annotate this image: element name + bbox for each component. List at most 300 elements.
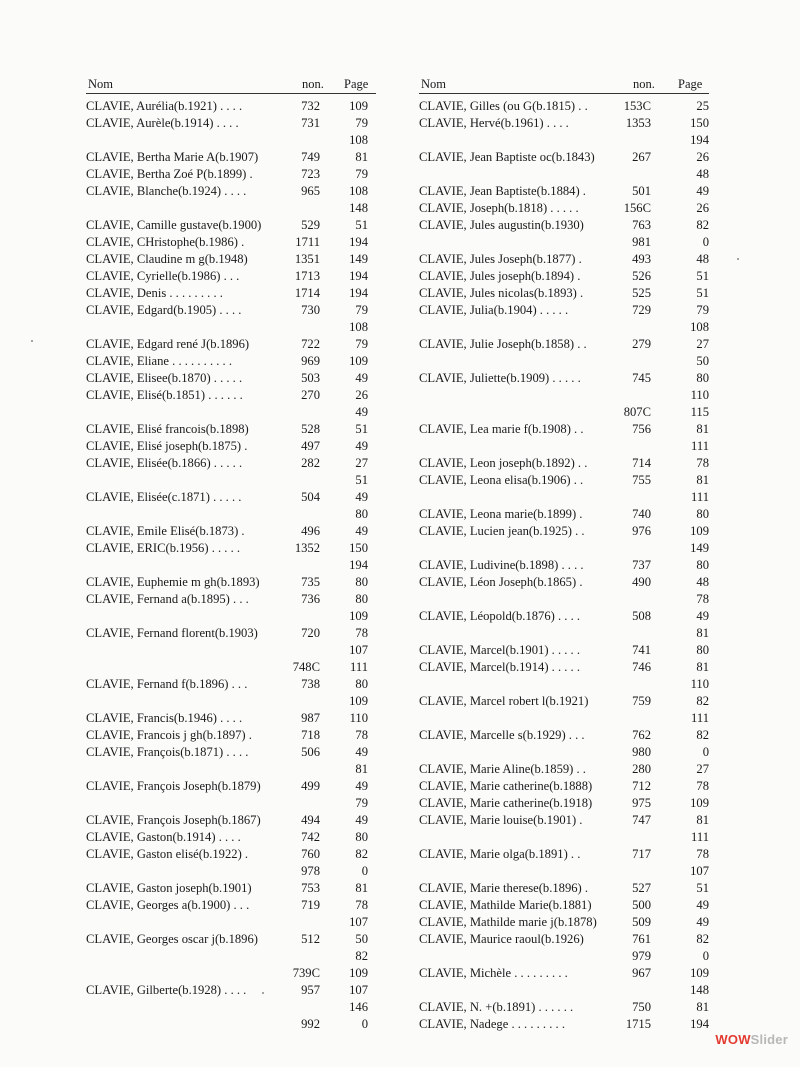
entry-page: 107 [349,643,368,657]
entry-name: CLAVIE, Marcel(b.1914) . . . . . [419,660,581,674]
index-entry [86,200,376,217]
index-entry [86,217,376,234]
index-entry [419,1016,709,1033]
entry-page: 27 [696,337,709,351]
entry-page: 107 [349,983,368,997]
entry-number: 981 [632,235,651,249]
index-entry [86,727,376,744]
entry-page: 80 [696,558,709,572]
entry-number: 497 [301,439,320,453]
entry-name: CLAVIE, Leon joseph(b.1892) . . [419,456,588,470]
entry-name: CLAVIE, Marie olga(b.1891) . . [419,847,581,861]
index-entry [419,574,709,591]
entry-name: CLAVIE, Michèle . . . . . . . . . [419,966,568,980]
entry-number: 527 [632,881,651,895]
entry-page: 49 [696,609,709,623]
entry-name: CLAVIE, Marcel robert l(b.1921) [419,694,589,708]
entry-page: 79 [355,796,368,810]
entry-page: 78 [696,592,709,606]
index-entry [86,472,376,489]
entry-page: 82 [696,694,709,708]
entry-page: 108 [690,320,709,334]
entry-number: 749 [301,150,320,164]
entry-page: 108 [349,184,368,198]
entry-page: 49 [355,439,368,453]
index-entry [419,931,709,948]
index-entry [86,710,376,727]
index-entry [86,659,376,676]
header-nom: Nom [421,77,446,91]
entry-page: 51 [355,473,368,487]
entry-page: 79 [355,337,368,351]
entry-page: 81 [355,150,368,164]
entry-name: CLAVIE, Fernand a(b.1895) . . . [86,592,249,606]
entry-name: CLAVIE, Camille gustave(b.1900) [86,218,262,232]
entry-name: CLAVIE, Jean Baptiste(b.1884) . [419,184,586,198]
entry-number: 719 [301,898,320,912]
entry-number: 528 [301,422,320,436]
index-entry [419,744,709,761]
entry-number: 282 [301,456,320,470]
index-entry [86,557,376,574]
entry-number: 741 [632,643,651,657]
index-entry [86,965,376,982]
entry-name: CLAVIE, Marie louise(b.1901) . [419,813,583,827]
entry-number: 745 [632,371,651,385]
index-entry [419,829,709,846]
entry-page: 111 [691,490,709,504]
entry-name: CLAVIE, Ludivine(b.1898) . . . . [419,558,584,572]
index-entry [86,812,376,829]
entry-page: 50 [696,354,709,368]
index-entry [86,863,376,880]
entry-name: CLAVIE, Edgard rené J(b.1896) [86,337,250,351]
entry-page: 48 [696,575,709,589]
entry-number: 1715 [625,1017,651,1031]
index-entry [419,319,709,336]
index-entry [419,812,709,829]
index-column-left [86,77,376,1033]
entry-number: 975 [632,796,651,810]
entry-name: CLAVIE, Gaston joseph(b.1901) [86,881,252,895]
index-entry [86,183,376,200]
entry-page: 81 [355,762,368,776]
entry-page: 51 [696,881,709,895]
index-entry [86,523,376,540]
entry-name: CLAVIE, ERIC(b.1956) . . . . . [86,541,241,555]
entry-name: CLAVIE, Lea marie f(b.1908) . . [419,422,584,436]
entry-number: 740 [632,507,651,521]
index-entry [419,693,709,710]
index-entry [86,625,376,642]
header-non: non. [302,77,324,91]
entry-page: 49 [355,405,368,419]
entry-name: CLAVIE, Nadege . . . . . . . . . [419,1017,565,1031]
index-entry [86,455,376,472]
entry-number: 735 [301,575,320,589]
entry-number: 512 [301,932,320,946]
entry-number: 490 [632,575,651,589]
index-entry [419,404,709,421]
entry-number: 976 [632,524,651,538]
entry-page: 80 [355,592,368,606]
entry-name: CLAVIE, Gaston elisé(b.1922) . [86,847,249,861]
index-entry [86,404,376,421]
entry-page: 149 [690,541,709,555]
entry-page: 110 [690,677,709,691]
entry-name: CLAVIE, Jules Joseph(b.1877) . [419,252,582,266]
entry-page: 109 [690,524,709,538]
entry-name: CLAVIE, Julia(b.1904) . . . . . [419,303,569,317]
index-entry [86,115,376,132]
entry-page: 194 [690,1017,709,1031]
index-entry [419,642,709,659]
entry-page: 49 [696,184,709,198]
entry-name: CLAVIE, Joseph(b.1818) . . . . . [419,201,579,215]
entry-number: 1714 [294,286,320,300]
index-entry [419,183,709,200]
entry-name: CLAVIE, Blanche(b.1924) . . . . [86,184,247,198]
index-entry [86,285,376,302]
entry-page: 51 [355,422,368,436]
header-nom: Nom [88,77,113,91]
entry-number: 509 [632,915,651,929]
entry-number: 736 [301,592,320,606]
entry-name: CLAVIE, Gilberte(b.1928) . . . . [86,983,247,997]
entry-name: CLAVIE, Cyrielle(b.1986) . . . [86,269,240,283]
entry-name: CLAVIE, Eliane . . . . . . . . . . [86,354,232,368]
entry-page: 81 [696,422,709,436]
entry-page: 49 [355,524,368,538]
entry-page: 48 [696,167,709,181]
index-entry [86,132,376,149]
entry-number: 753 [301,881,320,895]
entry-name: CLAVIE, Aurèle(b.1914) . . . . [86,116,239,130]
index-entry [419,625,709,642]
entry-name: CLAVIE, Gilles (ou G(b.1815) . . [419,99,588,113]
entry-number: 500 [632,898,651,912]
index-entry [86,353,376,370]
index-entry [419,438,709,455]
entry-number: 965 [301,184,320,198]
entry-name: CLAVIE, Bertha Zoé P(b.1899) . [86,167,253,181]
entry-page: 27 [355,456,368,470]
watermark-logo [715,1032,788,1047]
index-entry [86,761,376,778]
entry-page: 110 [690,388,709,402]
entry-name: CLAVIE, N. +(b.1891) . . . . . . [419,1000,574,1014]
index-entry [86,778,376,795]
entry-number: 714 [632,456,651,470]
entry-number: 807C [623,405,651,419]
index-entry [86,999,376,1016]
entry-page: 82 [696,728,709,742]
entry-number: 723 [301,167,320,181]
entry-number: 508 [632,609,651,623]
index-entry [86,421,376,438]
header-non: non. [633,77,655,91]
entry-number: 738 [301,677,320,691]
index-entry [86,897,376,914]
entry-name: CLAVIE, Elisé joseph(b.1875) . [86,439,248,453]
entry-page: 194 [690,133,709,147]
entry-number: 1353 [625,116,651,130]
entry-page: 78 [696,779,709,793]
entry-name: CLAVIE, Julie Joseph(b.1858) . . [419,337,587,351]
index-entry [419,727,709,744]
entry-name: CLAVIE, Lucien jean(b.1925) . . [419,524,585,538]
index-entry [419,965,709,982]
entry-number: 717 [632,847,651,861]
entry-name: CLAVIE, Fernand f(b.1896) . . . [86,677,248,691]
entry-name: CLAVIE, Gaston(b.1914) . . . . [86,830,241,844]
index-entry [419,914,709,931]
entry-number: 493 [632,252,651,266]
index-entry [86,506,376,523]
entry-page: 49 [355,779,368,793]
index-entry [419,353,709,370]
entry-page: 81 [355,881,368,895]
entry-name: CLAVIE, Elisee(b.1870) . . . . . [86,371,243,385]
entry-number: 979 [632,949,651,963]
entry-page: 109 [690,966,709,980]
entry-page: 79 [355,167,368,181]
index-entry [419,795,709,812]
entry-name: CLAVIE, Jean Baptiste oc(b.1843) [419,150,595,164]
entry-page: 81 [696,473,709,487]
entry-name: CLAVIE, Mathilde Marie(b.1881) [419,898,592,912]
index-entry [86,880,376,897]
entry-page: 51 [696,286,709,300]
entry-name: CLAVIE, Marie catherine(b.1918) [419,796,593,810]
header-page: Page [344,77,369,91]
entry-page: 82 [696,218,709,232]
entry-name: CLAVIE, Léon Joseph(b.1865) . [419,575,583,589]
entry-page: 49 [696,915,709,929]
entry-number: 760 [301,847,320,861]
entry-number: 737 [632,558,651,572]
entry-name: CLAVIE, Léopold(b.1876) . . . . [419,609,581,623]
index-entry [86,540,376,557]
entry-page: 111 [691,439,709,453]
entry-number: 980 [632,745,651,759]
index-entry [86,149,376,166]
entry-page: 80 [355,575,368,589]
entry-name: CLAVIE, Marie Aline(b.1859) . . [419,762,586,776]
index-entry [86,438,376,455]
index-entry [86,829,376,846]
entry-number: 1351 [294,252,320,266]
entry-page: 49 [696,898,709,912]
entry-number: 722 [301,337,320,351]
index-entry [419,98,709,115]
entry-page: 51 [696,269,709,283]
entry-page: 109 [349,354,368,368]
scan-speck [31,340,33,342]
entry-page: 51 [355,218,368,232]
index-entry [86,795,376,812]
index-entry [86,676,376,693]
entry-page: 0 [361,1017,368,1031]
index-column-right [419,77,709,1033]
index-entry [86,931,376,948]
entry-page: 150 [690,116,709,130]
entry-number: 987 [301,711,320,725]
entry-number: 504 [301,490,320,504]
entry-name: CLAVIE, Marie catherine(b.1888) [419,779,593,793]
index-entry [419,591,709,608]
index-rows-right [419,98,709,1033]
entry-page: 49 [355,813,368,827]
entry-page: 146 [349,1000,368,1014]
entry-page: 79 [355,303,368,317]
entry-name: CLAVIE, Denis . . . . . . . . . [86,286,223,300]
entry-number: 992 [301,1017,320,1031]
entry-page: 78 [355,728,368,742]
entry-name: CLAVIE, Edgard(b.1905) . . . . [86,303,242,317]
entry-page: 79 [696,303,709,317]
entry-number: 978 [301,864,320,878]
entry-number: 750 [632,1000,651,1014]
entry-number: 1352 [294,541,320,555]
entry-number: 1711 [295,235,320,249]
index-rows-left [86,98,376,1033]
entry-name: CLAVIE, Francois j gh(b.1897) . [86,728,252,742]
entry-number: 720 [301,626,320,640]
entry-page: 26 [696,150,709,164]
index-entry [86,234,376,251]
entry-page: 194 [349,235,368,249]
entry-number: 525 [632,286,651,300]
index-entry [419,472,709,489]
entry-page: 107 [690,864,709,878]
entry-name: CLAVIE, Aurélia(b.1921) . . . . [86,99,243,113]
entry-page: 0 [702,949,709,963]
index-entry [419,506,709,523]
entry-name: CLAVIE, Jules augustin(b.1930) [419,218,584,232]
entry-page: 0 [361,864,368,878]
entry-number: 503 [301,371,320,385]
index-entry [86,846,376,863]
entry-page: 150 [349,541,368,555]
index-entry [86,370,376,387]
entry-page: 107 [349,915,368,929]
index-entry [86,693,376,710]
index-entry [419,880,709,897]
index-entry [86,387,376,404]
entry-page: 78 [696,847,709,861]
entry-name: CLAVIE, Euphemie m gh(b.1893) [86,575,260,589]
entry-name: CLAVIE, Mathilde marie j(b.1878) [419,915,597,929]
index-entry [419,115,709,132]
entry-number: 731 [301,116,320,130]
entry-number: 730 [301,303,320,317]
entry-number: 529 [301,218,320,232]
index-entry [419,948,709,965]
entry-page: 79 [355,116,368,130]
entry-name: CLAVIE, Elisée(c.1871) . . . . . [86,490,242,504]
entry-page: 81 [696,1000,709,1014]
entry-name: CLAVIE, Elisé(b.1851) . . . . . . [86,388,243,402]
index-entry [86,642,376,659]
entry-name: CLAVIE, Bertha Marie A(b.1907) [86,150,259,164]
entry-page: 49 [355,371,368,385]
entry-page: 82 [355,949,368,963]
entry-page: 108 [349,320,368,334]
entry-number: 506 [301,745,320,759]
entry-page: 50 [355,932,368,946]
scan-speck [737,258,739,260]
entry-name: CLAVIE, Juliette(b.1909) . . . . . [419,371,581,385]
entry-number: 718 [301,728,320,742]
index-entry [419,557,709,574]
entry-number: 499 [301,779,320,793]
entry-number: 759 [632,694,651,708]
entry-page: 0 [702,235,709,249]
entry-page: 49 [355,745,368,759]
entry-number: 761 [632,932,651,946]
entry-page: 26 [355,388,368,402]
entry-page: 82 [696,932,709,946]
entry-page: 80 [355,507,368,521]
entry-number: 729 [632,303,651,317]
entry-page: 109 [690,796,709,810]
entry-name: CLAVIE, Emile Elisé(b.1873) . [86,524,245,538]
entry-number: 494 [301,813,320,827]
index-entry [419,676,709,693]
entry-page: 109 [349,966,368,980]
index-entry [419,421,709,438]
entry-name: CLAVIE, Georges oscar j(b.1896) [86,932,258,946]
entry-number: 748C [292,660,320,674]
entry-page: 109 [349,609,368,623]
entry-page: 149 [349,252,368,266]
entry-number: 712 [632,779,651,793]
entry-page: 81 [696,660,709,674]
scan-speck [262,992,264,994]
entry-page: 109 [349,694,368,708]
entry-page: 25 [696,99,709,113]
entry-page: 26 [696,201,709,215]
column-header [419,77,709,94]
entry-page: 148 [690,983,709,997]
entry-number: 270 [301,388,320,402]
index-entry [419,659,709,676]
entry-name: CLAVIE, Elisée(b.1866) . . . . . [86,456,243,470]
entry-name: CLAVIE, Maurice raoul(b.1926) [419,932,584,946]
entry-page: 109 [349,99,368,113]
index-entry [86,914,376,931]
entry-page: 80 [696,643,709,657]
entry-name: CLAVIE, Elisé francois(b.1898) [86,422,249,436]
index-entry [419,149,709,166]
entry-number: 280 [632,762,651,776]
entry-page: 110 [349,711,368,725]
index-entry [86,608,376,625]
index-entry [86,302,376,319]
index-entry [419,302,709,319]
index-entry [419,999,709,1016]
index-entry [419,608,709,625]
index-entry [419,370,709,387]
entry-name: CLAVIE, Francis(b.1946) . . . . [86,711,243,725]
entry-page: 111 [350,660,368,674]
entry-page: 80 [355,677,368,691]
entry-number: 756 [632,422,651,436]
column-header [86,77,376,94]
entry-name: CLAVIE, François(b.1871) . . . . [86,745,249,759]
entry-name: CLAVIE, François Joseph(b.1867) [86,813,261,827]
